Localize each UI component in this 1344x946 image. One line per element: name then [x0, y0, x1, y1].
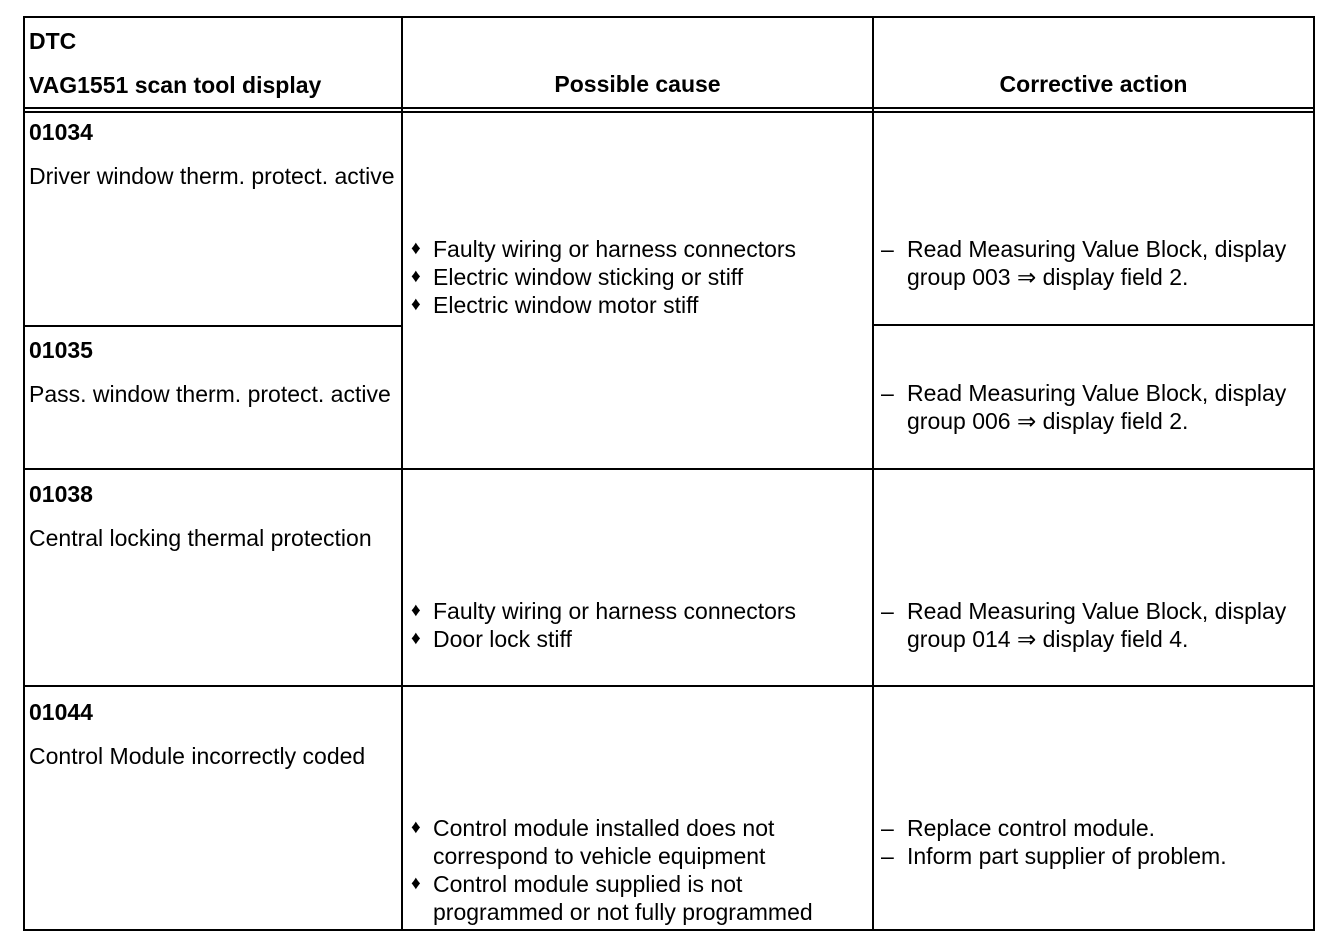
dtc-cell-01038	[29, 480, 395, 552]
dtc-code: 01038	[29, 481, 93, 507]
header-divider	[23, 107, 1315, 109]
dtc-description: Central locking thermal protection	[29, 525, 372, 551]
table-border-bottom	[23, 929, 1315, 931]
cause-item: ♦ Faulty wiring or harness connectors	[411, 235, 869, 263]
cause-item: ♦ Control module supplied is not programmed or not fully programmed	[411, 870, 869, 926]
action-item: – Replace control module.	[881, 814, 1309, 842]
dtc-cell-01035	[29, 336, 395, 408]
action-list-01034	[881, 235, 1309, 291]
cause-list-window-thermal	[411, 235, 869, 319]
header-dtc-line1: DTC	[29, 28, 77, 54]
table-border-top	[23, 16, 1315, 18]
header-dtc-line2: VAG1551 scan tool display	[29, 72, 322, 98]
cause-list-01038	[411, 597, 869, 653]
dtc-code: 01035	[29, 337, 93, 363]
row-divider-01034-01035-dtc	[23, 325, 403, 327]
cause-item: ♦ Control module installed does not correspond to vehicle equipment	[411, 814, 869, 870]
row-divider-01035-01038	[23, 468, 1315, 470]
action-item: – Read Measuring Value Block, display group 003 ⇒ display field 2.	[881, 235, 1309, 291]
dtc-description: Control Module incorrectly coded	[29, 743, 366, 769]
column-divider-1	[401, 16, 403, 931]
row-divider-01034-01035-action	[872, 324, 1315, 326]
column-divider-2	[872, 16, 874, 931]
action-list-01038	[881, 597, 1309, 653]
dtc-cell-01044	[29, 698, 395, 770]
table-border-right	[1313, 16, 1315, 931]
dtc-code: 01034	[29, 119, 93, 145]
action-item: – Inform part supplier of problem.	[881, 842, 1309, 870]
cause-list-01044	[411, 814, 869, 926]
cause-item: ♦ Door lock stiff	[411, 625, 869, 653]
dtc-cell-01034	[29, 118, 395, 190]
cause-item: ♦ Electric window motor stiff	[411, 291, 869, 319]
action-list-01035	[881, 379, 1309, 435]
action-list-01044	[881, 814, 1309, 870]
row-divider-01038-01044	[23, 685, 1315, 687]
action-item: – Read Measuring Value Block, display group 006 ⇒ display field 2.	[881, 379, 1309, 435]
cause-item: ♦ Faulty wiring or harness connectors	[411, 597, 869, 625]
header-possible-cause: Possible cause	[554, 71, 721, 97]
header-corrective-action: Corrective action	[999, 71, 1188, 97]
dtc-description: Pass. window therm. protect. active	[29, 381, 391, 407]
dtc-description: Driver window therm. protect. active	[29, 163, 395, 189]
action-item: – Read Measuring Value Block, display group 014 ⇒ display field 4.	[881, 597, 1309, 653]
dtc-code: 01044	[29, 699, 93, 725]
table-border-left	[23, 16, 25, 931]
cause-item: ♦ Electric window sticking or stiff	[411, 263, 869, 291]
header-divider-second	[23, 111, 1315, 113]
